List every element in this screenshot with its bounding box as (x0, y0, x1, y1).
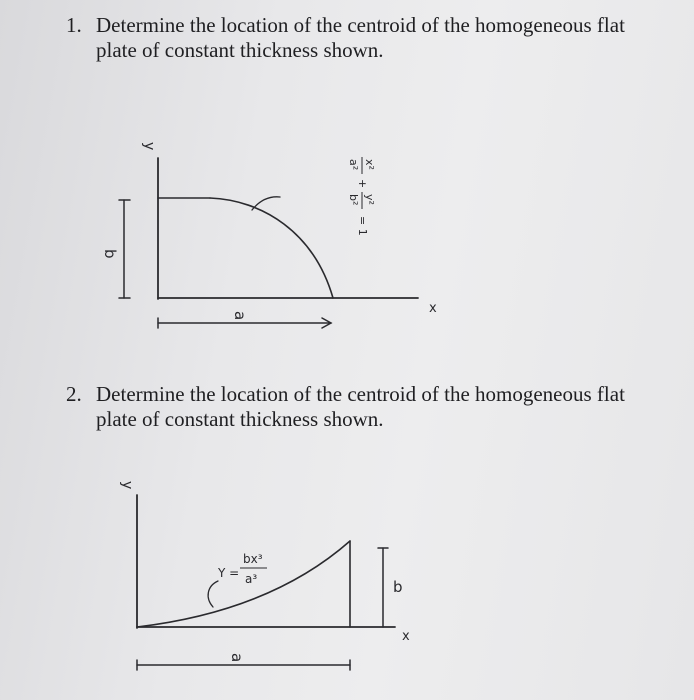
problem-text-line: Determine the location of the centroid of the homogeneous flat (96, 382, 625, 406)
ellipse-equation (347, 157, 376, 236)
y-axis-label: y (141, 142, 157, 151)
ellipse-curve (210, 198, 333, 298)
eq-lhs: Y = (218, 566, 240, 580)
figure-1-quarter-ellipse (119, 158, 418, 328)
y-axis-label: y (119, 481, 135, 490)
problem-text-line: plate of constant thickness shown. (96, 38, 384, 62)
eq-rhs: = 1 (356, 216, 369, 236)
figure-1-labels (101, 142, 437, 320)
eq-x-den: a² (347, 159, 360, 171)
eq-denominator: a³ (245, 572, 258, 586)
width-label: a (228, 653, 246, 663)
eq-numerator: bx³ (243, 552, 263, 566)
eq-y-den: b² (347, 194, 360, 206)
problem-number: 2. (66, 382, 82, 406)
width-label: a (231, 311, 249, 321)
eq-plus: + (356, 179, 369, 189)
x-axis-label: x (402, 629, 410, 644)
cubic-equation (217, 552, 267, 586)
x-axis-label: x (429, 301, 437, 316)
problem-number: 1. (66, 13, 82, 37)
eq-y-term: y² (363, 194, 376, 205)
height-label: b (393, 578, 403, 596)
figure-2-cubic-area (137, 495, 395, 670)
figure-2-labels (119, 481, 410, 662)
eq-x-term: x² (363, 159, 376, 170)
problem-text-line: plate of constant thickness shown. (96, 407, 384, 431)
height-label: b (101, 249, 119, 259)
problem-text-line: Determine the location of the centroid of the homogeneous flat (96, 13, 625, 37)
equation-leader (208, 581, 218, 607)
